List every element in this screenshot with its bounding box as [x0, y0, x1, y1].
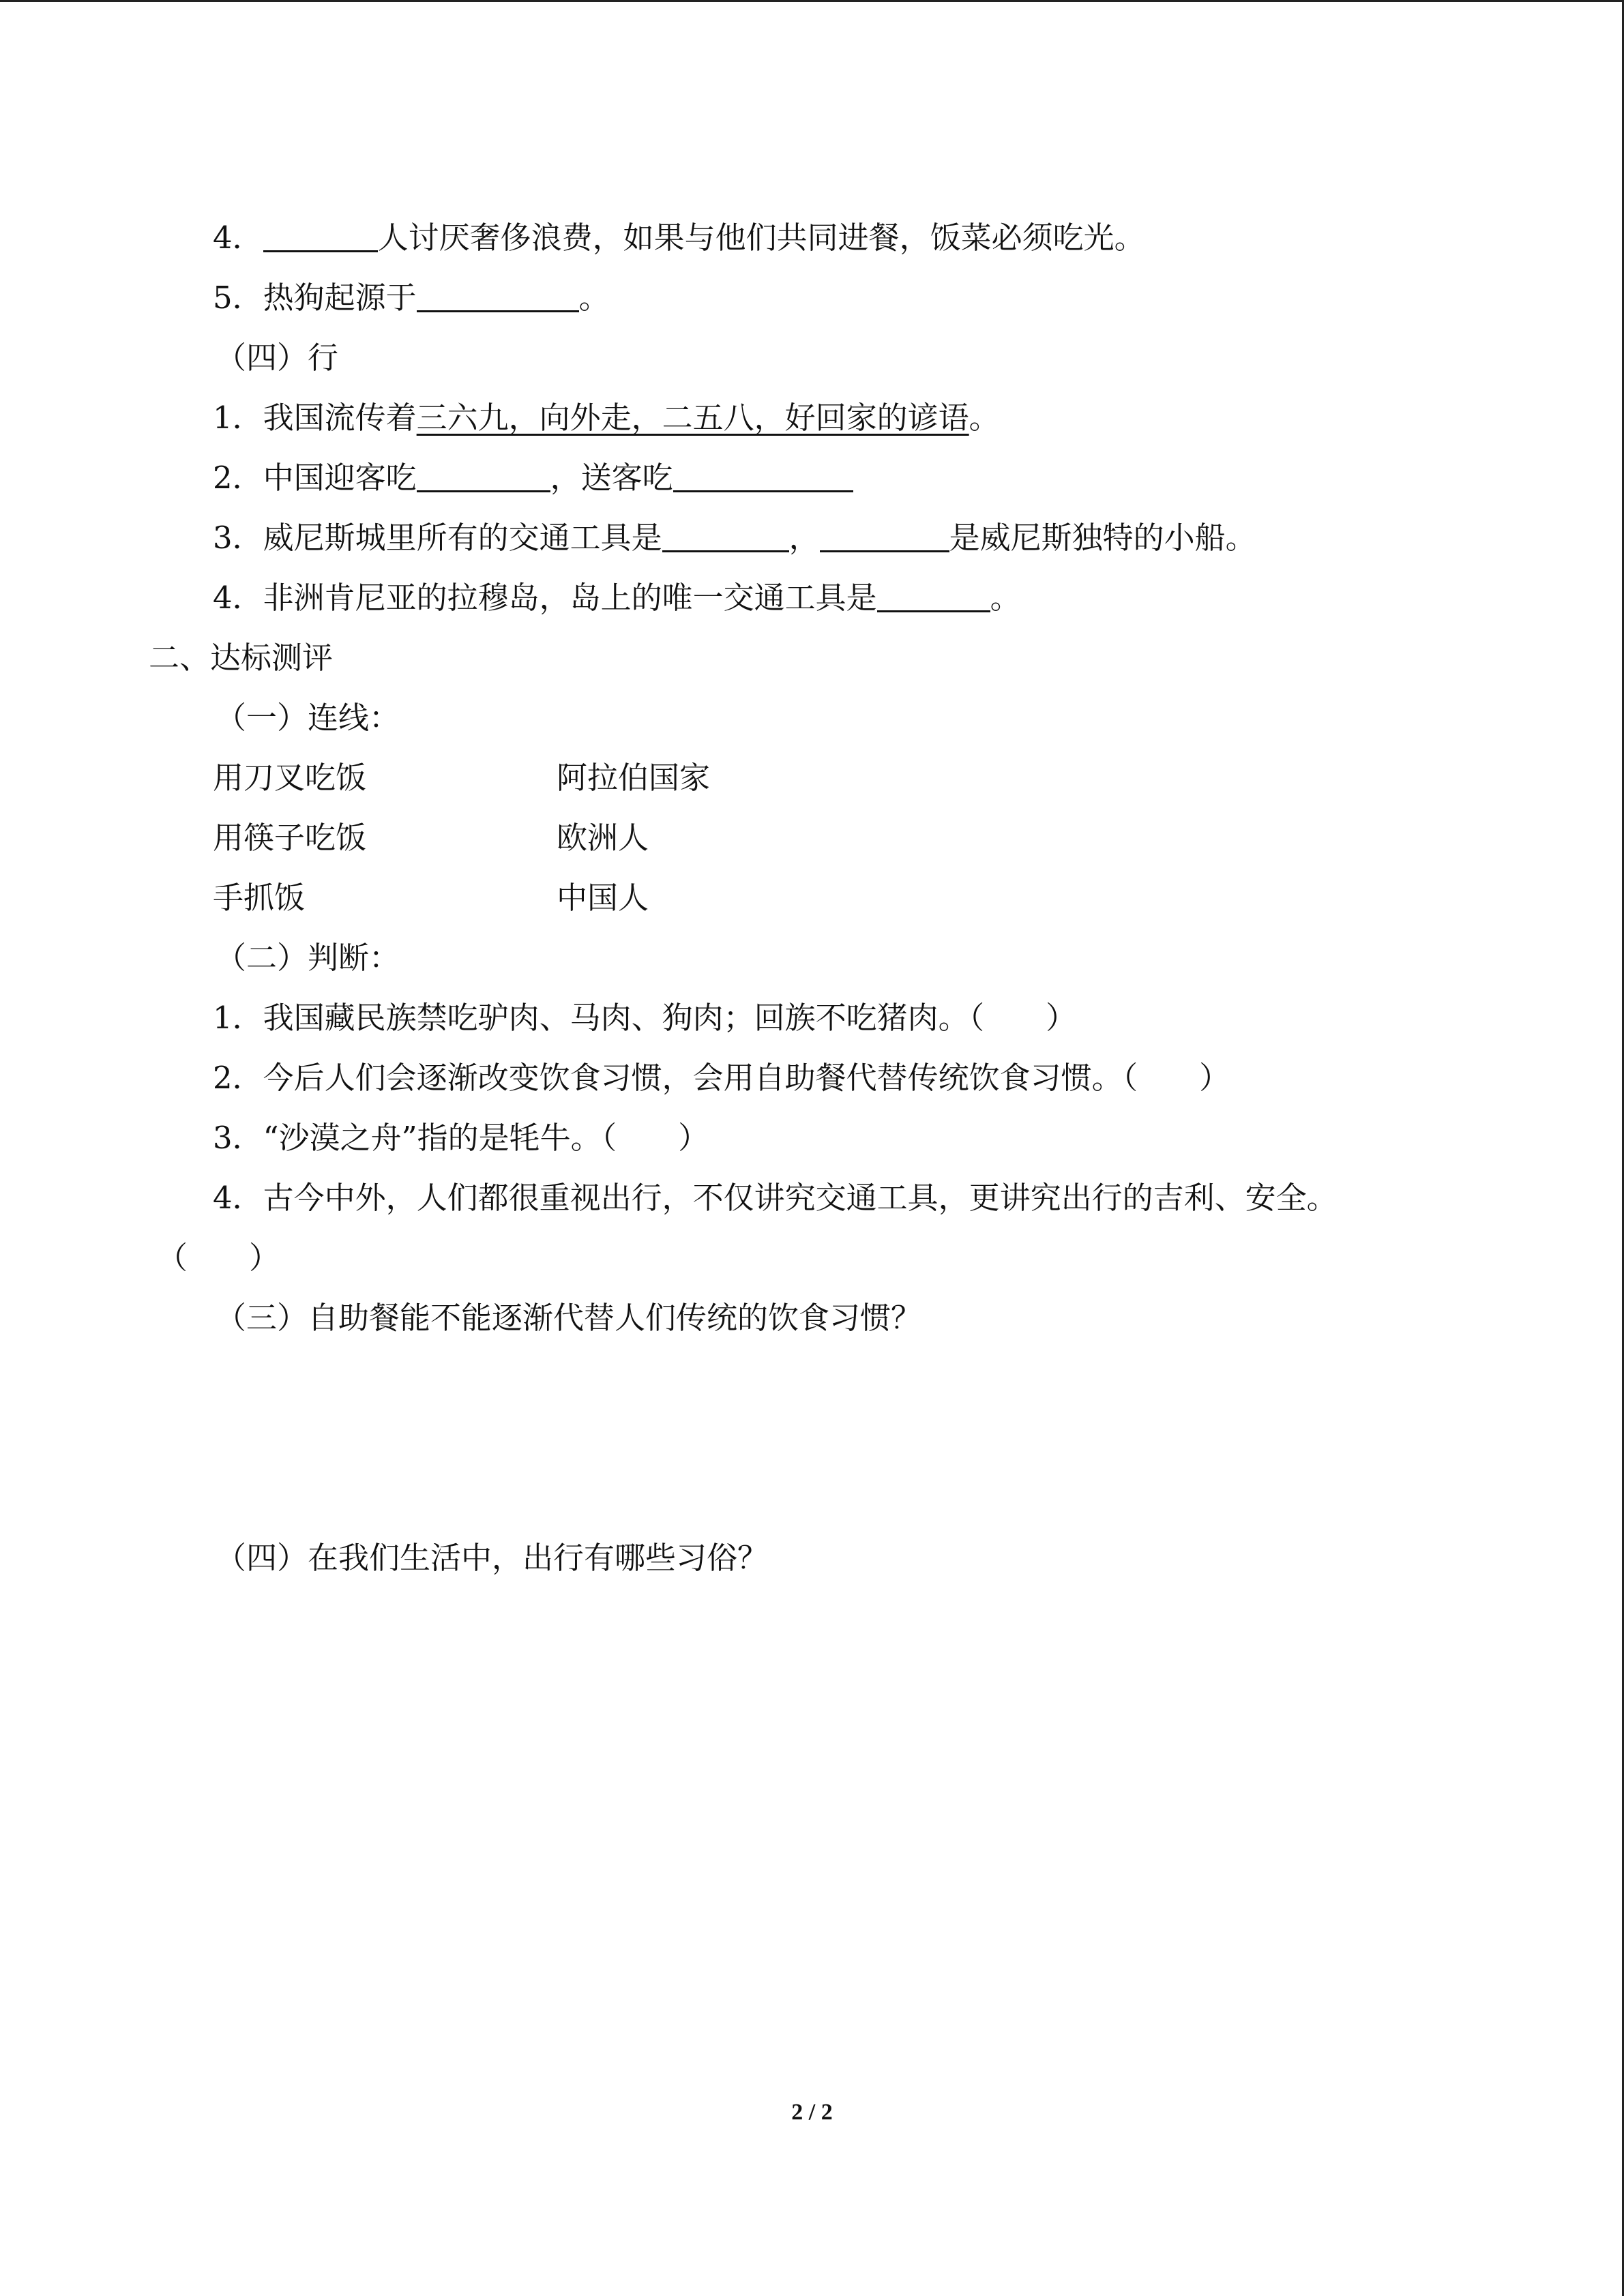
page-number: 2 / 2	[791, 2100, 833, 2125]
q-text: 我国藏民族禁吃驴肉、马肉、狗肉；回族不吃猪肉。（ ）	[263, 1000, 1077, 1036]
q-text: 人讨厌奢侈浪费，如果与他们共同进餐，饭菜必须吃光。	[377, 220, 1145, 256]
judgement-item-2	[213, 1059, 1230, 1097]
answer-blank-2[interactable]	[673, 463, 853, 492]
q-text-end: 是威尼斯独特的小船。	[949, 520, 1256, 556]
q-number: 2．	[213, 1060, 263, 1096]
answer-blank-2[interactable]	[820, 523, 949, 552]
q-text: 中国迎客吃	[263, 460, 417, 496]
match-left-2[interactable]: 用筷子吃饭	[213, 820, 367, 856]
answer-blank[interactable]	[417, 283, 579, 312]
judgement-item-1	[213, 999, 1076, 1037]
q-text-middle: ，送客吃	[550, 460, 673, 496]
match-right-1[interactable]: 阿拉伯国家	[557, 760, 711, 796]
q-number: 1．	[213, 1000, 263, 1036]
q-number: 5．	[213, 280, 263, 316]
q-text-end: 。	[969, 400, 1000, 436]
answer-blank[interactable]	[263, 223, 378, 252]
q-text-end: 。	[578, 280, 610, 316]
answer-blank[interactable]	[662, 523, 789, 552]
match-right-2[interactable]: 欧洲人	[557, 820, 649, 856]
answer-blank[interactable]	[417, 463, 550, 492]
underlined-proverb: 三六九，向外走，二五八，好回家的谚语	[416, 400, 969, 436]
q-text: 非洲肯尼亚的拉穆岛，岛上的唯一交通工具是	[263, 580, 877, 616]
judgement-item-3	[213, 1119, 709, 1157]
matching-heading: （一）连线：	[216, 700, 400, 736]
q-text-middle: ，	[788, 520, 820, 556]
question-3: （三）自助餐能不能逐渐代替人们传统的饮食习惯？	[216, 1300, 922, 1336]
sec4-q4	[213, 579, 1021, 617]
sec4-q3	[213, 519, 1256, 557]
q-number: 3．	[213, 520, 263, 556]
q-number: 4．	[213, 1180, 263, 1216]
sec4-q2	[213, 459, 853, 497]
q-text: 古今中外，人们都很重视出行，不仅讲究交通工具，更讲究出行的吉利、安全。	[263, 1180, 1338, 1216]
part2-heading: 二、达标测评	[149, 640, 334, 676]
judgement-item-4-continuation: （ ）	[157, 1240, 280, 1276]
judgement-heading: （二）判断：	[216, 940, 400, 976]
question-4: （四）在我们生活中，出行有哪些习俗？	[216, 1540, 769, 1576]
section4-heading: （四）行	[216, 340, 339, 376]
q-text: 威尼斯城里所有的交通工具是	[263, 520, 662, 556]
q-text: “沙漠之舟”指的是牦牛。（ ）	[263, 1120, 709, 1156]
q-text-end: 。	[990, 580, 1021, 616]
q-number: 3．	[213, 1120, 263, 1156]
q-number: 2．	[213, 460, 263, 496]
judgement-item-4	[213, 1179, 1338, 1217]
q-text: 我国流传着	[263, 400, 417, 436]
match-left-3[interactable]: 手抓饭	[213, 880, 306, 916]
sec3-q4	[213, 219, 1145, 257]
sec3-q5	[213, 279, 610, 317]
q-number: 4．	[213, 220, 263, 256]
q-number: 4．	[213, 580, 263, 616]
q-number: 1．	[213, 400, 263, 436]
sec4-q1	[213, 399, 1000, 437]
match-right-3[interactable]: 中国人	[557, 880, 649, 916]
q-text: 今后人们会逐渐改变饮食习惯，会用自助餐代替传统饮食习惯。（ ）	[263, 1060, 1230, 1096]
match-left-1[interactable]: 用刀叉吃饭	[213, 760, 367, 796]
q-text: 热狗起源于	[263, 280, 417, 316]
answer-blank[interactable]	[877, 583, 990, 612]
